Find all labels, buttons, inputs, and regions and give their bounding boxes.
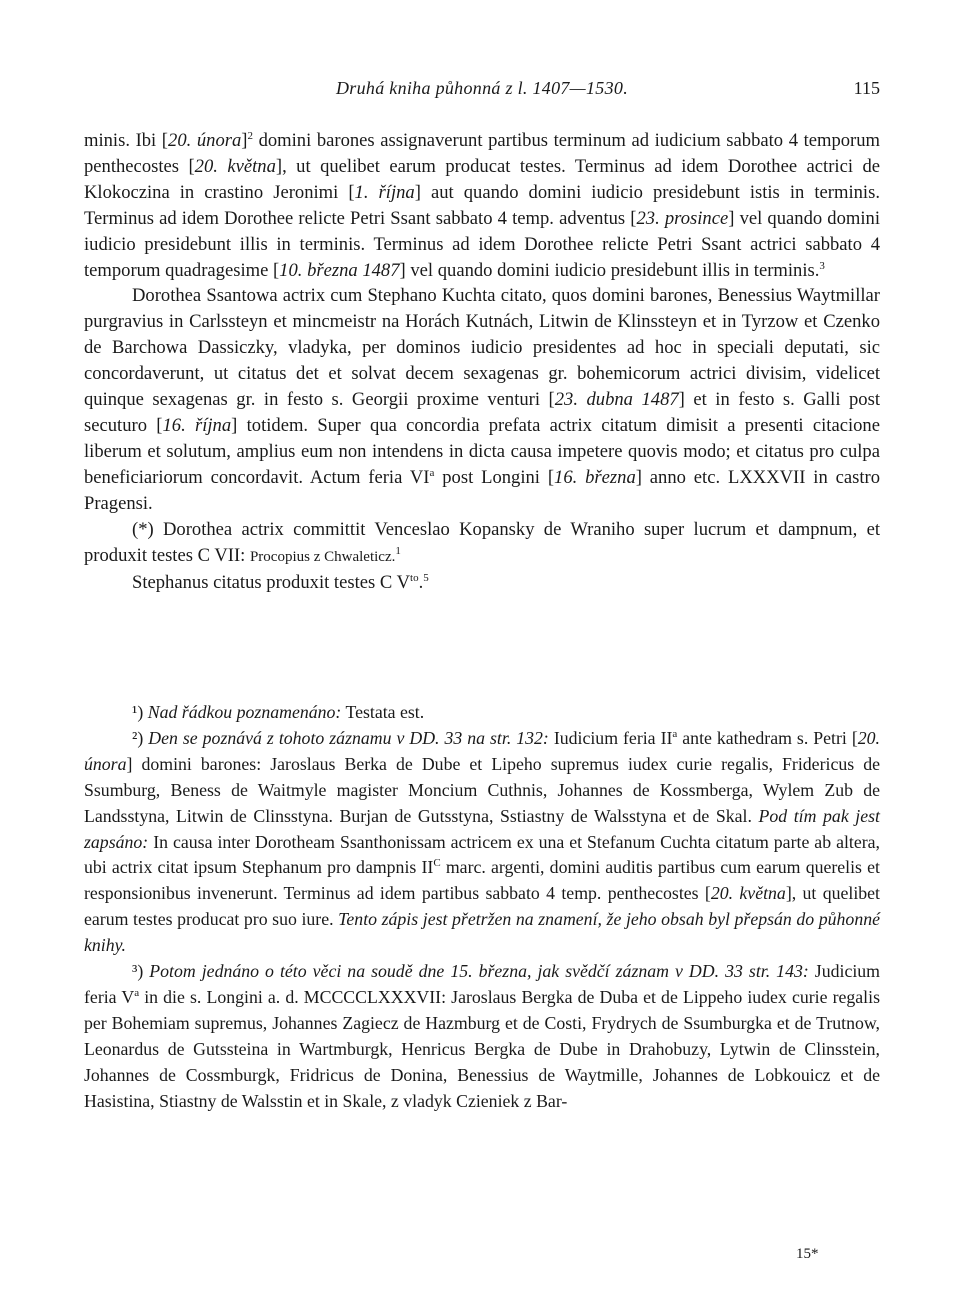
main-text bbox=[84, 128, 880, 596]
text-run: (*) Dorothea actrix committit Venceslao Kopansky de Wraniho super lucrum et dampnum, et produxit testes C VII: bbox=[84, 518, 880, 566]
footnote-mark: ³) bbox=[132, 961, 144, 982]
text-run: Judicium feria V bbox=[84, 961, 881, 1007]
footnote-mark: ²) bbox=[132, 727, 144, 748]
superscript: a bbox=[134, 987, 140, 1000]
date-gloss: 20. května bbox=[710, 883, 786, 904]
superscript: a bbox=[429, 466, 435, 479]
date-gloss: 23. dubna 1487 bbox=[554, 389, 679, 411]
footnote-ref: 2 bbox=[247, 129, 253, 142]
text-run: . bbox=[418, 572, 424, 594]
footnote-ref: 5 bbox=[423, 572, 429, 585]
text-run: Dorothea Ssantowa actrix cum Stephano Kuchta citato, quos domini barones, Benessius Waytmillar purgravius in Carlssteyn et mincmeistr na Horách Kutnách, Litwin de Klinssteyn et in Tyrzow et Czenko de Barchowa Dassiczky, vladyka, per dominos iudicio presidentes ad hoc in speciali deputati, sic concordaverunt, ut citatus det et solvat decem sexagenas gr. bohemicorum actrici divisim, videlicet quinque sexagenas gr. in festo s. Georgii proxime venturi [ bbox=[84, 285, 880, 411]
footnote-ref: 3 bbox=[819, 259, 825, 272]
text-run: Testata est. bbox=[341, 702, 425, 722]
text-run: ] vel quando domini iudicio presidebunt illis in terminis. bbox=[399, 259, 820, 281]
editorial-note: Nad řádkou poznamenáno: bbox=[147, 702, 342, 722]
date-gloss: 16. října bbox=[162, 414, 232, 436]
paragraph-4 bbox=[84, 570, 880, 596]
date-gloss: 16. března bbox=[554, 466, 636, 488]
page-number: 115 bbox=[853, 78, 880, 98]
witness-name: Procopius z Chwaleticz. bbox=[249, 548, 396, 565]
editorial-note: Pod tím pak jest zapsáno: bbox=[84, 805, 880, 852]
footnote-ref: 1 bbox=[395, 544, 401, 557]
text-run: ] domini barones: Jaroslaus Berka de Dube et Lipeho supremus iudex curie regalis, Fridericus de Ssumburg, Beness de Waitmyle magister Moncium Cuthnis, Johannes de Kossmberga, Wylem Zub de Landsstyna, Litwin de Clinsstyna. Burjan de Gutsstyna, Sstiastny de Walsstyna et de Skal. bbox=[84, 753, 880, 826]
paragraph-1 bbox=[84, 128, 880, 283]
date-gloss: 20. února bbox=[84, 727, 880, 774]
superscript: to bbox=[410, 572, 419, 585]
date-gloss: 20. února bbox=[168, 130, 242, 151]
paragraph-2 bbox=[84, 283, 880, 516]
text-run: in die s. Longini a. d. MCCCCLXXXVII: Jaroslaus Bergka de Duba et de Lippeho iudex curie regalis per Bohemiam supremus, Johannes Zagiecz de Hazmburg et de Costi, Frydrych de Ssumburgka et de Trutnow, Leonardus de Gutssteina in Wartmburgk, Henricus Bergka de Dube in Drahobuzy, Lytwin de Clinsstein, Johannes de Cossmburgk, Fridricus de Donina, Benessius de Waytmille, Johannes de Lobkouicz et de Hasistina, Stiastny de Walsstin et in Skale, z vladyk Czieniek z Bar- bbox=[84, 986, 880, 1111]
date-gloss: 1. října bbox=[354, 181, 415, 203]
footnote-3 bbox=[84, 959, 880, 1114]
editorial-note: Den se poznává z tohoto záznamu v DD. 33 na str. 132: bbox=[148, 727, 549, 748]
editorial-note: Tento zápis jest přetržen na znamení, že jeho obsah byl přepsán do půhonné knihy. bbox=[84, 909, 880, 956]
text-run: ante kathedram s. Petri [ bbox=[677, 727, 858, 748]
text-run: ] et in festo s. Galli post secuturo [ bbox=[84, 389, 880, 436]
text-run: ] bbox=[241, 130, 248, 151]
text-run: In causa inter Dorotheam Ssanthonissam actricem ex una et Stefanum Cuchta citatum parte ab altera, ubi actrix citat ipsum Stephanum pro dampnis II bbox=[84, 831, 880, 878]
date-gloss: 23. prosince bbox=[636, 207, 729, 229]
text-run: ] vel quando domini iudicio presidebunt illis in terminis. Terminus ad idem Dorothee relicte Petri Ssant actrici sabbato 4 temporum quadragesime [ bbox=[84, 207, 880, 281]
superscript: C bbox=[433, 857, 441, 870]
running-title: Druhá kniha půhonná z l. 1407—1530. bbox=[335, 78, 628, 98]
text-run: Stephanus citatus produxit testes C V bbox=[132, 572, 411, 594]
superscript: a bbox=[672, 727, 678, 740]
editorial-note: Potom jednáno o této věci na soudě dne 15. března, jak svědčí záznam v DD. 33 str. 143: bbox=[149, 961, 809, 982]
text-run: ], ut quelibet earum producat testes. Terminus ad idem Dorothee actrici de Klokoczina in crastino Jeronimi [ bbox=[84, 155, 880, 203]
text-run: ], ut quelibet earum testes producat pro suo iure. bbox=[84, 883, 880, 930]
running-header bbox=[84, 78, 880, 102]
footnote-2 bbox=[84, 726, 880, 959]
footnote-mark: ¹) bbox=[132, 702, 144, 722]
footnotes bbox=[84, 700, 880, 1115]
footnote-1 bbox=[84, 700, 880, 726]
date-gloss: 20. května bbox=[194, 155, 276, 177]
text-run: domini barones assignaverunt partibus terminum ad iudicium sabbato 4 temporum penthecostes [ bbox=[84, 130, 881, 177]
date-gloss: 10. března 1487 bbox=[279, 259, 400, 281]
text-run: post Longini [ bbox=[434, 466, 555, 488]
paragraph-3 bbox=[84, 517, 880, 571]
text-run: minis. Ibi [ bbox=[84, 130, 169, 151]
text-run: Iudicium feria II bbox=[548, 727, 673, 748]
text-run: ] totidem. Super qua concordia prefata actrix citatum dimisit a presenti citacione liberum et solutum, amplius eum non intendens in dicta causa impetere quovis modo; et citatus pro culpa beneficiariorum concordavit. Actum feria VI bbox=[84, 414, 880, 488]
text-run: ] anno etc. LXXXVII in castro Pragensi. bbox=[84, 466, 880, 514]
text-run: marc. argenti, domini auditis partibus cum earum querelis et responsionibus invenerunt. Terminus ad idem partibus sabbato 4 temp. penthecostes [ bbox=[84, 857, 880, 904]
signature-mark: 15* bbox=[796, 1246, 819, 1262]
text-run: ] aut quando domini iudicio presidebunt istis in terminis. Terminus ad idem Dorothee relicte Petri Ssant sabbato 4 temp. adventus [ bbox=[84, 181, 880, 229]
